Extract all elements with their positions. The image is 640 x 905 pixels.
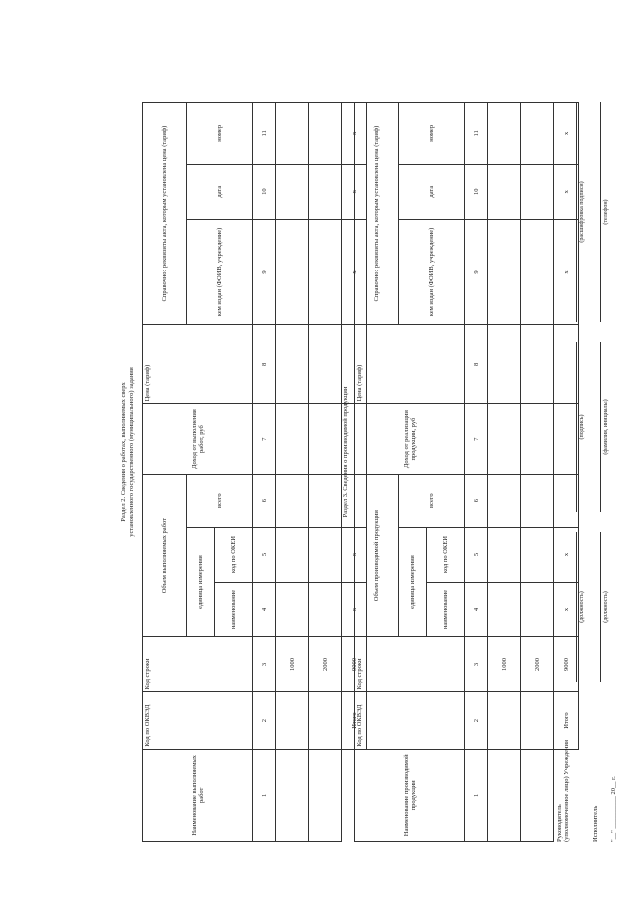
col-num: 9 — [465, 219, 488, 325]
col-unitname-header: наименование — [427, 582, 465, 637]
section3-title: Раздел 3. Сведения о производимой продукции — [342, 386, 349, 518]
cell[interactable] — [488, 749, 521, 841]
cell[interactable] — [488, 219, 521, 325]
cell[interactable] — [554, 474, 579, 527]
col-num: 1 — [465, 749, 488, 841]
total-x: x — [554, 582, 579, 637]
col-issuer-header: кем издан (ФОИВ, учреждение) — [399, 219, 465, 325]
cell[interactable] — [521, 474, 554, 527]
cell[interactable] — [276, 582, 309, 637]
col-num: 2 — [253, 692, 276, 749]
cell[interactable] — [276, 164, 309, 219]
cell[interactable] — [309, 582, 342, 637]
cap-fio: (фамилия, инициалы) — [603, 399, 609, 455]
exec-phone-line[interactable] — [600, 102, 601, 322]
head-signature-line[interactable] — [576, 342, 577, 512]
col-rowcode-header: Код строки — [355, 637, 465, 692]
col-total-header: всего — [399, 474, 465, 527]
col-num: 5 — [253, 527, 276, 582]
cell[interactable] — [309, 164, 342, 219]
table-row — [488, 103, 521, 842]
cap-position: (должность) — [603, 591, 609, 623]
col-name-header: Наименование выполняемых работ — [143, 749, 253, 841]
total-label: Итого — [342, 692, 367, 749]
col-income-header: Доход от выполнения работ, руб — [143, 404, 253, 474]
cell[interactable] — [276, 219, 309, 325]
col-num: 8 — [465, 325, 488, 404]
cell[interactable] — [276, 325, 309, 404]
col-num: 4 — [253, 582, 276, 637]
cell[interactable] — [488, 164, 521, 219]
table-row — [276, 103, 309, 842]
col-price-header: Цена (тариф) — [143, 325, 253, 404]
total-x: x — [342, 527, 367, 582]
head-label-2: (уполномоченное лицо) Учреждения — [563, 740, 570, 842]
total-x: x — [342, 164, 367, 219]
col-volume-header: Объем производимой продукции — [355, 474, 399, 637]
col-issuer-header: кем издан (ФОИВ, учреждение) — [187, 219, 253, 325]
cell[interactable] — [309, 527, 342, 582]
cell[interactable] — [309, 404, 342, 474]
table-row — [521, 103, 554, 842]
total-x: x — [342, 582, 367, 637]
col-date-header: дата — [187, 164, 253, 219]
col-num: 6 — [465, 474, 488, 527]
row-code: 1000 — [488, 637, 521, 692]
col-num: 7 — [465, 404, 488, 474]
total-row — [554, 103, 579, 842]
col-price-header: Цена (тариф) — [355, 325, 465, 404]
cell[interactable] — [488, 325, 521, 404]
col-num: 11 — [253, 103, 276, 165]
cell[interactable] — [521, 103, 554, 165]
executor-label: Исполнитель — [592, 805, 599, 842]
cell[interactable] — [309, 219, 342, 325]
col-ref-header: Справочно: реквизиты акта, которым установлена цена (тариф) — [355, 103, 399, 325]
row-code: 2000 — [309, 637, 342, 692]
col-num: 9 — [253, 219, 276, 325]
col-unit-header: единица измерения — [187, 527, 215, 637]
col-okved-header: Код по ОКВЭД — [143, 692, 253, 749]
cell[interactable] — [521, 749, 554, 841]
col-num: 10 — [253, 164, 276, 219]
row-code: 1000 — [276, 637, 309, 692]
col-volume-header: Объем выполняемых работ — [143, 474, 187, 637]
col-name-header: Наименование производимой продукции — [355, 749, 465, 841]
col-unit-header: единица измерения — [399, 527, 427, 637]
col-okei-header: код по ОКЕИ — [215, 527, 253, 582]
section3-table — [354, 102, 579, 842]
total-x: x — [342, 219, 367, 325]
cell[interactable] — [309, 474, 342, 527]
cell[interactable] — [488, 692, 521, 749]
cell[interactable] — [276, 404, 309, 474]
total-label: Итого — [554, 692, 579, 749]
col-date-header: дата — [399, 164, 465, 219]
cell[interactable] — [309, 749, 342, 841]
col-num: 7 — [253, 404, 276, 474]
exec-position-line[interactable] — [600, 532, 601, 682]
section2-table — [142, 102, 367, 842]
cell[interactable] — [488, 582, 521, 637]
col-rowcode-header: Код строки — [143, 637, 253, 692]
cell[interactable] — [521, 219, 554, 325]
total-x: x — [342, 103, 367, 165]
cell[interactable] — [521, 404, 554, 474]
total-x: x — [554, 219, 579, 325]
cell[interactable] — [521, 692, 554, 749]
cell[interactable] — [488, 474, 521, 527]
cell[interactable] — [488, 404, 521, 474]
col-number-header: номер — [187, 103, 253, 165]
rotated-report-page — [20, 22, 620, 882]
total-x: x — [554, 527, 579, 582]
col-num: 6 — [253, 474, 276, 527]
section2-subtitle: установленного государственного (муниципального) задания — [128, 367, 135, 537]
col-num: 4 — [465, 582, 488, 637]
cell[interactable] — [309, 103, 342, 165]
col-num: 2 — [465, 692, 488, 749]
cell[interactable] — [521, 582, 554, 637]
cell[interactable] — [521, 527, 554, 582]
cell[interactable] — [554, 325, 579, 404]
col-okei-header: код по ОКЕИ — [427, 527, 465, 582]
col-unitname-header: наименование — [215, 582, 253, 637]
total-code: 9000 — [554, 637, 579, 692]
cap-phone: (телефон) — [603, 199, 609, 225]
cell[interactable] — [309, 325, 342, 404]
col-num: 10 — [465, 164, 488, 219]
row-code: 2000 — [521, 637, 554, 692]
cell[interactable] — [276, 749, 309, 841]
head-position-line[interactable] — [576, 532, 577, 682]
cell[interactable] — [488, 527, 521, 582]
cap-position: (должность) — [579, 591, 585, 623]
col-num: 5 — [465, 527, 488, 582]
col-num: 3 — [253, 637, 276, 692]
cell[interactable] — [554, 404, 579, 474]
total-code: 9000 — [342, 637, 367, 692]
col-income-header: Доход от реализации продукции, руб — [355, 404, 465, 474]
cell[interactable] — [276, 527, 309, 582]
cell[interactable] — [276, 692, 309, 749]
cell[interactable] — [276, 474, 309, 527]
col-total-header: всего — [187, 474, 253, 527]
col-num: 1 — [253, 749, 276, 841]
col-num: 3 — [465, 637, 488, 692]
head-label: Руководитель — [556, 804, 563, 842]
cap-signature: (подпись) — [579, 414, 585, 440]
table-row — [309, 103, 342, 842]
head-decode-line[interactable] — [576, 102, 577, 322]
cell[interactable] — [309, 692, 342, 749]
cap-decode: (расшифровка подписи) — [579, 181, 585, 243]
col-number-header: номер — [399, 103, 465, 165]
cell[interactable] — [521, 164, 554, 219]
cell[interactable] — [276, 103, 309, 165]
col-num: 8 — [253, 325, 276, 404]
col-okved-header: Код по ОКВЭД — [355, 692, 465, 749]
exec-fio-line[interactable] — [600, 342, 601, 512]
cell[interactable] — [521, 325, 554, 404]
cell[interactable] — [488, 103, 521, 165]
col-num: 11 — [465, 103, 488, 165]
total-x: x — [554, 103, 579, 165]
section2-title: Раздел 2. Сведения о работах, выполняемых сверх — [120, 382, 127, 522]
total-x: x — [554, 164, 579, 219]
col-ref-header: Справочно: реквизиты акта, которым установлена цена (тариф) — [143, 103, 187, 325]
date-field[interactable]: "__" __________ 20__ г. — [610, 776, 617, 842]
